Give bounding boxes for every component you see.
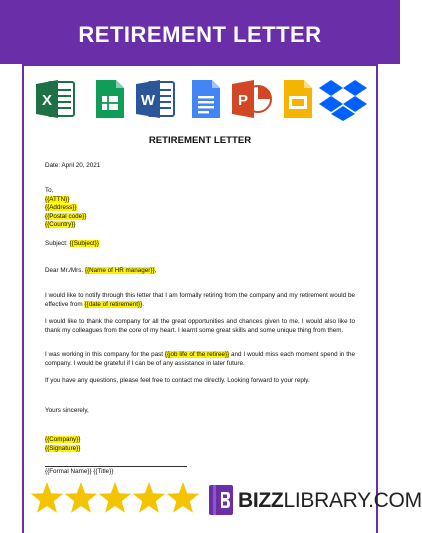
book-icon bbox=[208, 484, 234, 516]
bizzlibrary-logo bbox=[208, 484, 422, 516]
brand-name-rest: LIBRARY.COM bbox=[283, 489, 422, 512]
salutation bbox=[45, 267, 355, 276]
brand-name-bold: BIZZ bbox=[238, 489, 284, 512]
address-placeholder: {{Address}} bbox=[45, 204, 77, 212]
star-icon bbox=[133, 482, 165, 513]
salutation-prefix: Dear Mr./Mrs. bbox=[45, 267, 85, 274]
country-placeholder: {{Country}} bbox=[45, 221, 76, 229]
company-placeholder: {{Company}} bbox=[45, 436, 81, 443]
job-life-placeholder: {{job life of the retiree}} bbox=[164, 351, 230, 358]
dropbox-icon[interactable] bbox=[318, 76, 368, 122]
salutation-suffix: , bbox=[154, 267, 157, 274]
to-line: To, bbox=[45, 187, 54, 194]
paragraph-1-text: I would like to notify through this letter that I am formally retiring from the company and my retirement would be effective from bbox=[45, 292, 355, 308]
paragraph-3-end: and I would miss each moment spend in the company. I would be grateful if I can be of any assistance in later future. bbox=[45, 351, 355, 367]
recipient-block bbox=[45, 187, 355, 230]
attn-placeholder: {{ATTN}} bbox=[45, 195, 70, 203]
google-sheets-icon[interactable] bbox=[92, 76, 128, 122]
retirement-date-placeholder: {{date of retirement}} bbox=[84, 300, 143, 308]
star-icon bbox=[167, 482, 199, 513]
closing: Yours sincerely, bbox=[45, 407, 89, 414]
signature-placeholder: {{Signature}} bbox=[45, 444, 81, 452]
letter-date: Date: April 20, 2021 bbox=[45, 162, 101, 169]
paragraph-3 bbox=[45, 351, 355, 368]
header-banner bbox=[0, 0, 400, 64]
subject-label: Subject: bbox=[45, 240, 70, 247]
page-title: RETIREMENT LETTER bbox=[78, 22, 322, 47]
google-docs-icon[interactable] bbox=[188, 76, 224, 122]
paragraph-1-end: . bbox=[142, 300, 144, 308]
signature-line bbox=[45, 466, 187, 467]
paragraph-3-start: I was working in this company for the past bbox=[45, 351, 165, 358]
subject-placeholder: {{Subject}} bbox=[69, 240, 99, 247]
google-slides-icon[interactable] bbox=[280, 76, 316, 122]
excel-icon[interactable] bbox=[34, 76, 76, 122]
paragraph-2: I would like to thank the company for all the great opportunities and chances given to me. I would also like to thank my colleagues from the core of my heart. I learnt some great skills and some unique thing from them. bbox=[45, 318, 355, 334]
app-icons-row bbox=[34, 76, 368, 122]
star-icon bbox=[31, 482, 63, 513]
letter-title: RETIREMENT LETTER bbox=[148, 135, 252, 146]
hr-manager-placeholder: {{Name of HR manager}} bbox=[84, 267, 155, 274]
subject-line bbox=[45, 240, 355, 249]
powerpoint-icon[interactable] bbox=[230, 76, 272, 122]
postal-code-placeholder: {{Postal code}} bbox=[45, 212, 87, 220]
star-icon bbox=[65, 482, 97, 513]
brand-name bbox=[238, 489, 422, 513]
paragraph-1 bbox=[45, 292, 355, 309]
word-icon[interactable] bbox=[134, 76, 176, 122]
signature-block bbox=[45, 436, 355, 453]
star-icon bbox=[99, 482, 131, 513]
star-rating bbox=[30, 478, 200, 518]
formal-name-title: {{Formal Name}} {{Title}} bbox=[45, 468, 114, 475]
svg-text:P: P bbox=[237, 92, 249, 109]
paragraph-4: If you have any questions, please feel free to contact me directly. Looking forward to your reply. bbox=[45, 377, 310, 384]
svg-text:W: W bbox=[140, 92, 156, 109]
svg-text:X: X bbox=[41, 92, 53, 109]
